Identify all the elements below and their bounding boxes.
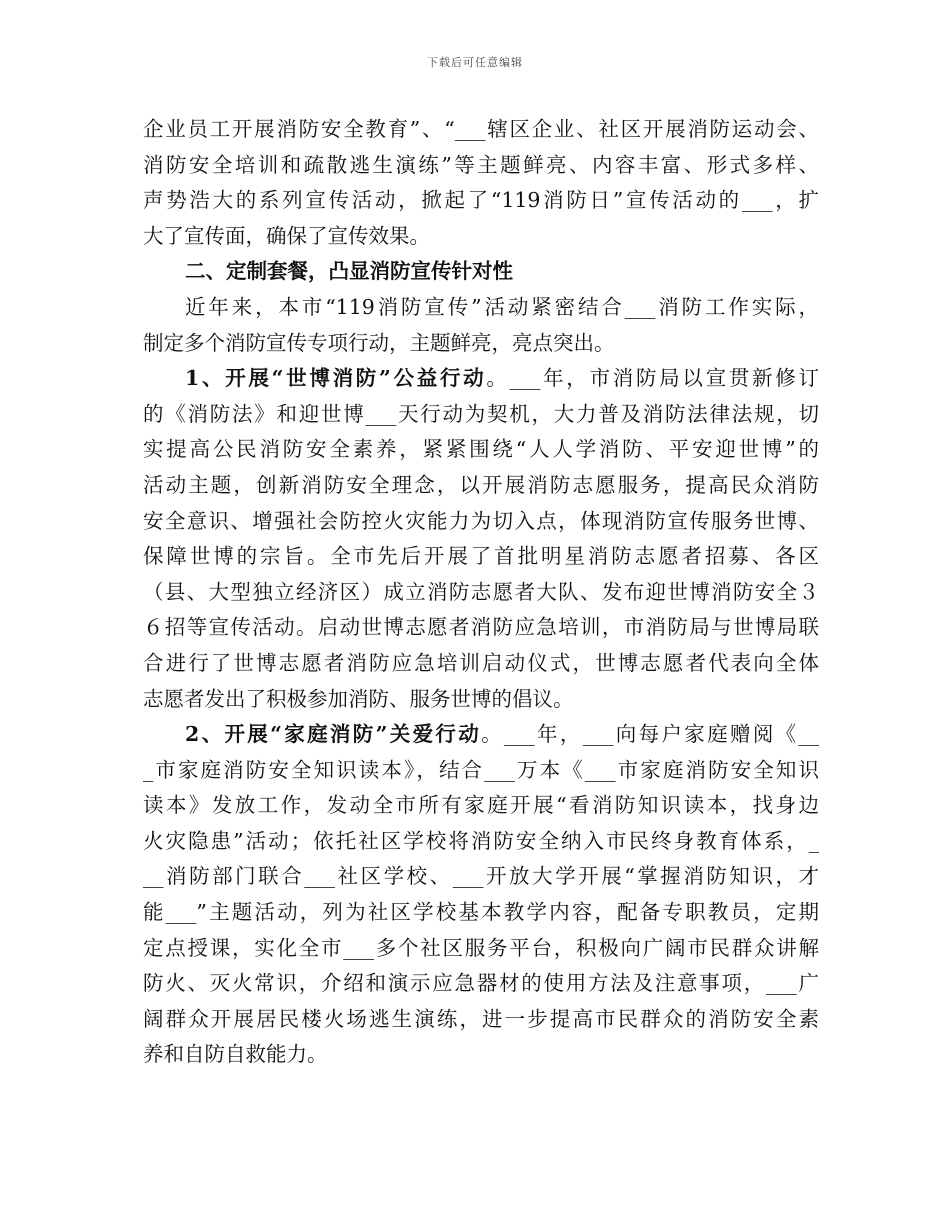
document-body [143, 112, 819, 1073]
body-line: 大了宣传面，确保了宣传效果。 [143, 223, 430, 248]
body-line [143, 717, 819, 753]
body-line: 消防安全培训和疏散逃生演练”等主题鲜亮、内容丰富、形式多样、 [143, 152, 819, 177]
body-line: _市家庭消防安全知识读本》，结合___万本《___市家庭消防安全知识 [143, 757, 819, 782]
body-line: （县、大型独立经济区）成立消防志愿者大队、发布迎世博消防安全３ [143, 579, 819, 604]
item-heading: 2、开展“家庭消防”关爱行动 [185, 722, 482, 747]
body-line: 合进行了世博志愿者消防应急培训启动仪式，世博志愿者代表向全体 [143, 650, 819, 675]
item-text: 。___年，市消防局以宣贯新修订 [486, 366, 819, 391]
body-line: 志愿者发出了积极参加消防、服务世博的倡议。 [143, 686, 574, 711]
section-heading: 二、定制套餐，凸显消防宣传针对性 [185, 259, 513, 284]
page-header: 下载后可任意编辑 [427, 56, 523, 69]
body-line: 的《消防法》和迎世博___天行动为契机，大力普及消防法律法规，切 [143, 401, 819, 426]
body-line: 保障世博的宗旨。全市先后开展了首批明星消防志愿者招募、各区 [143, 544, 819, 569]
body-line: 近年来，本市“119消防宣传”活动紧密结合___消防工作实际， [185, 294, 819, 319]
body-line: 活动主题，创新消防安全理念，以开展消防志愿服务，提高民众消防 [143, 472, 819, 497]
body-line: 企业员工开展消防安全教育”、“___辖区企业、社区开展消防运动会、 [143, 117, 819, 141]
body-line: __消防部门联合___社区学校、___开放大学开展“掌握消防知识，才 [143, 864, 819, 889]
body-line: 读本》发放工作，发动全市所有家庭开展“看消防知识读本，找身边 [143, 793, 819, 818]
body-line: 制定多个消防宣传专项行动，主题鲜亮，亮点突出。 [143, 330, 615, 355]
body-line: 能___”主题活动，列为社区学校基本教学内容，配备专职教员，定期 [143, 900, 819, 925]
body-line: ６招等宣传活动。启动世博志愿者消防应急培训，市消防局与世博局联 [143, 615, 819, 640]
body-line: 安全意识、增强社会防控火灾能力为切入点，体现消防宣传服务世博、 [143, 508, 819, 533]
body-line: 声势浩大的系列宣传活动，掀起了“119消防日”宣传活动的___，扩 [143, 188, 819, 213]
body-line [143, 361, 819, 397]
body-line: 防火、灭火常识，介绍和演示应急器材的使用方法及注意事项，___广 [143, 971, 819, 996]
body-line: 养和自防自救能力。 [143, 1042, 328, 1067]
body-line: 定点授课，实化全市___多个社区服务平台，积极向广阔市民群众讲解 [143, 935, 819, 960]
item-heading: 1、开展“世博消防”公益行动 [185, 366, 487, 391]
body-line: 阔群众开展居民楼火场逃生演练，进一步提高市民群众的消防安全素 [143, 1006, 819, 1031]
body-line: 实提高公民消防安全素养，紧紧围绕“人人学消防、平安迎世博”的 [143, 437, 819, 462]
item-text: 。___年，___向每户家庭赠阅《__ [481, 722, 819, 747]
body-line: 火灾隐患”活动；依托社区学校将消防安全纳入市民终身教育体系，_ [143, 828, 819, 853]
